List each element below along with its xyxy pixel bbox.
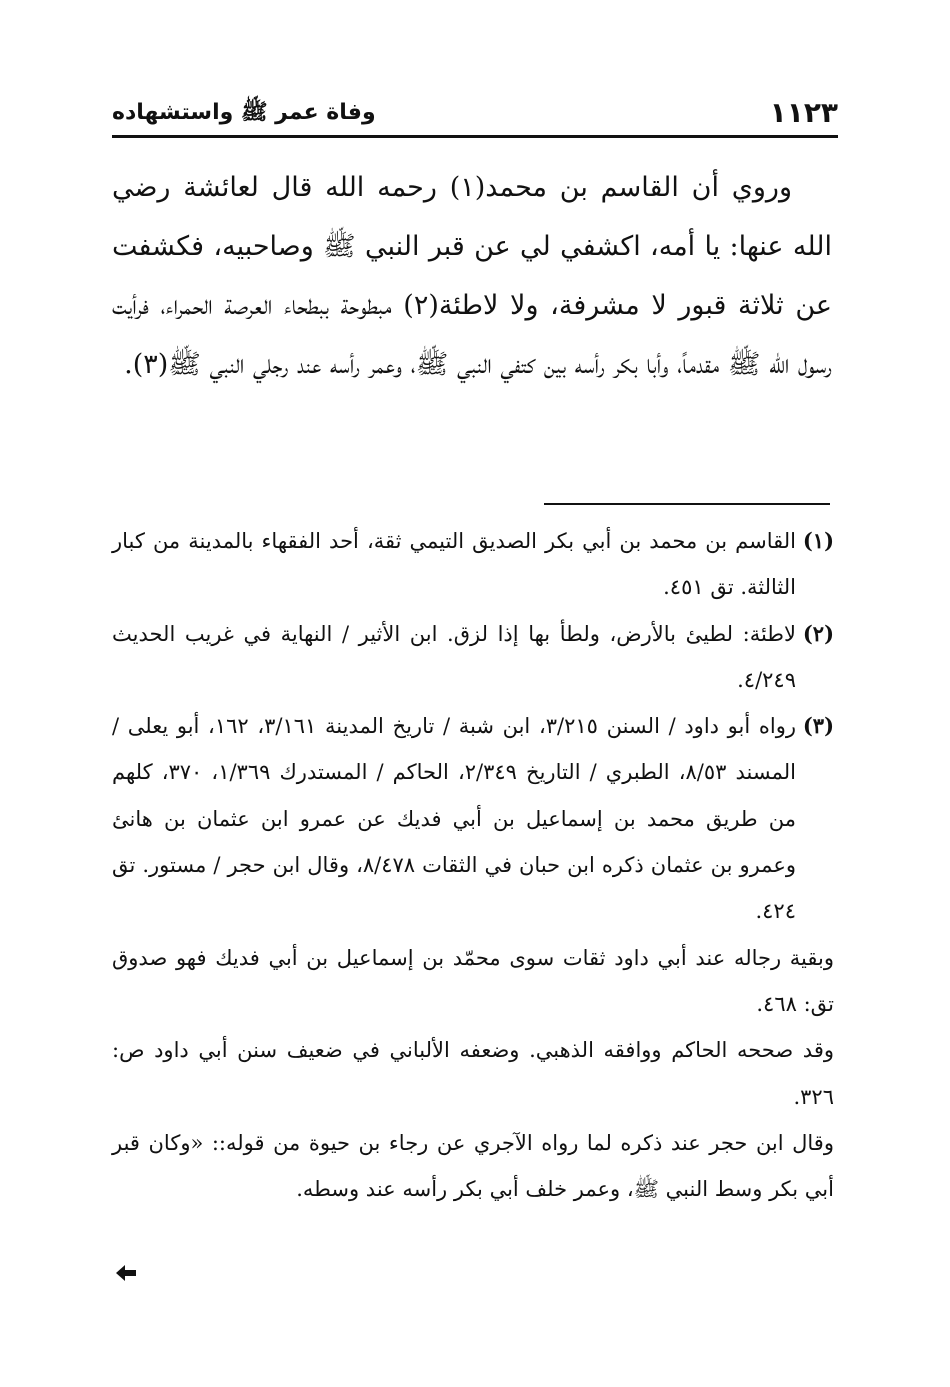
footnote-3-text: رواه أبو داود / السنن ٣/٢١٥، ابن شبة / تاريخ المدينة ٣/١٦١، ١٦٢، أبو يعلى / المسند ٨/٥٣، الطبري / التاريخ ٢/٣٤٩، الحاكم / المستدرك ١/٣٦٩، ٣٧٠، كلهم من طريق محمد بن إسماعيل بن أبي فديك عن عمرو ابن عثمان بن هانئ وعمرو بن عثمان ذكره ابن حبان في الثقات ٨/٤٧٨، وقال ابن حجر / مستور. تق ٤٢٤. [112, 714, 797, 924]
footnote-3 [112, 703, 834, 934]
page-number: ١١٢٣ [769, 96, 838, 129]
footnote-3-number: (٣) [802, 713, 834, 739]
footnote-2-number: (٢) [802, 620, 834, 646]
header-rule [112, 135, 838, 138]
footnote-3-paragraph-2: وبقية رجاله عند أبي داود ثقات سوى محمّد بن إسماعيل بن أبي فديك فهو صدوق تق: ٤٦٨. [112, 945, 834, 1016]
running-title: وفاة عمر ﷺ واستشهاده [112, 100, 376, 125]
main-text [112, 158, 832, 394]
footnotes [112, 518, 834, 1212]
footnote-1-text: القاسم بن محمد بن أبي بكر الصديق التيمي ثقة، أحد الفقهاء بالمدينة من كبار الثالثة. تق ٤٥١. [112, 529, 796, 600]
arrow-left-icon [114, 1262, 138, 1284]
footnote-1 [112, 518, 834, 611]
footnote-3-paragraph-4: وقال ابن حجر عند ذكره لما رواه الآجري عن رجاء بن حيوة من قوله:: «وكان قبر أبي بكر وسط النبي ﷺ، وعمر خلف أبي بكر رأسه عند وسطه. [112, 1130, 834, 1202]
main-paragraph: وروي أن القاسم بن محمد(١) رحمه الله قال لعائشة رضي الله عنها: يا أمه، اكشفي لي عن قبر النبي ﷺ وصاحبيه، فكشفت عن ثلاثة قبور لا مشرفة، ولا لاطئة(٢) مبطوحة ببطحاء العرصة الحمراء، فرأيت رسول الله ﷺ مقدماً، وأبا بكر رأسه بين كتفي النبي ﷺ، وعمر رأسه عند رجلي النبي ﷺ(٣). [112, 172, 832, 380]
footnote-3-paragraph-3: وقد صححه الحاكم ووافقه الذهبي. وضعفه الألباني في ضعيف سنن أبي داود ص: ٣٢٦. [112, 1038, 834, 1109]
footnote-2 [112, 611, 834, 704]
footnote-separator [544, 503, 830, 505]
footnote-2-text: لاطئة: لطيئ بالأرض، ولطأ بها إذا لزق. ابن الأثير / النهاية في غريب الحديث ٤/٢٤٩. [112, 621, 796, 692]
page-header [112, 96, 838, 134]
footnote-1-number: (١) [802, 528, 834, 553]
